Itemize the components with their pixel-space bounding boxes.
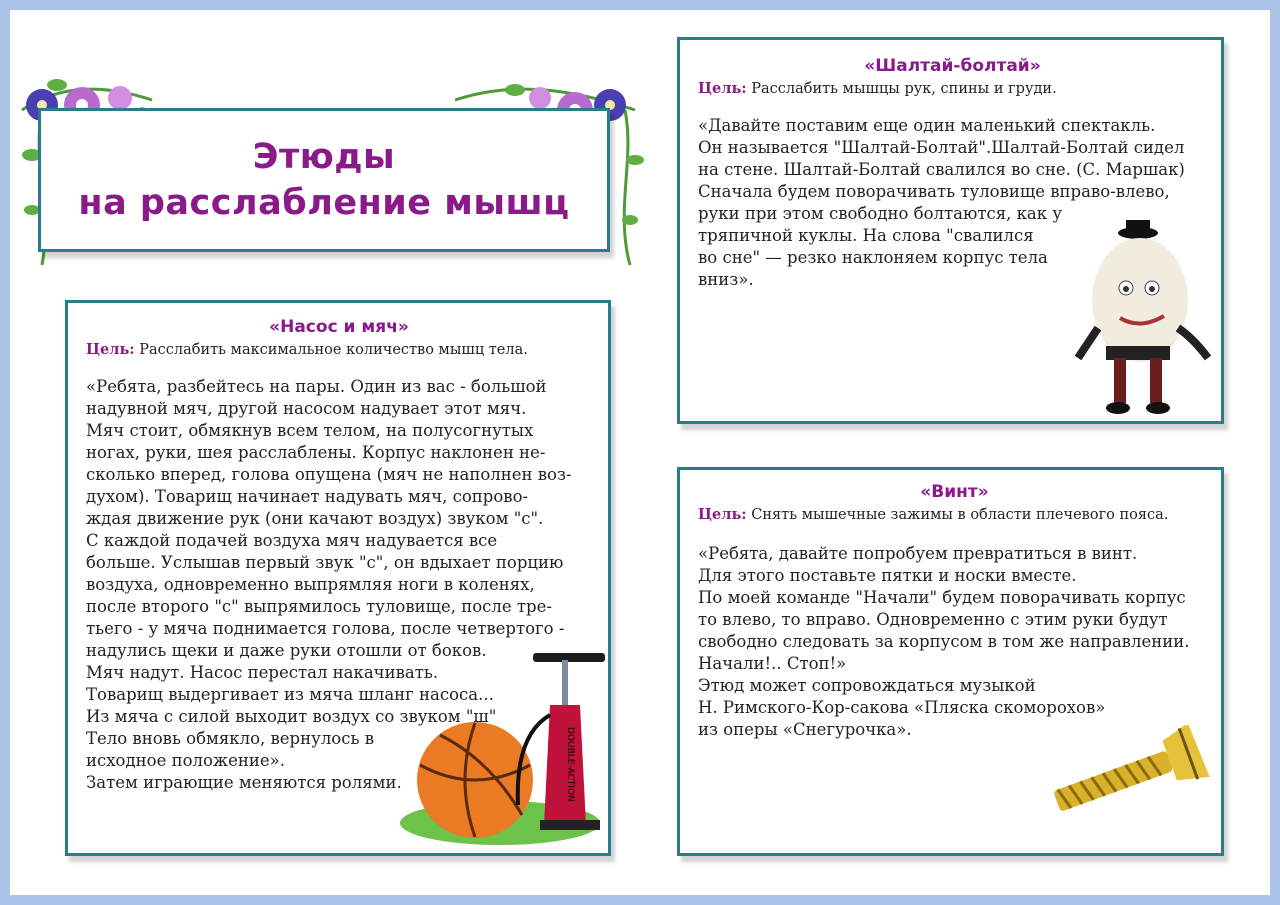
goal-label: Цель: (698, 80, 747, 97)
text-line: на стене. Шалтай-Болтай свалился во сне. (С. Маршак) (698, 160, 1185, 179)
text-line: ждая движение рук (они качают воздух) звуком "с". (86, 509, 544, 528)
goal-text: Расслабить максимальное количество мышц тела. (139, 342, 528, 358)
text-line: надулись щеки и даже руки отошли от боков. (86, 641, 487, 660)
text-line: сколько вперед, голова опущена (мяч не наполнен воз- (86, 465, 572, 484)
text-line: Товарищ выдергивает из мяча шланг насоса... (86, 685, 494, 704)
page-title-line1: Этюды (252, 137, 396, 177)
card-vint-title: «Винт» (920, 482, 989, 502)
card-vint-text (698, 543, 1211, 741)
text-line: ногах, руки, шея расслаблены. Корпус наклонен не- (86, 443, 546, 462)
text-line: тьего - у мяча поднимается голова, после четвертого - (86, 619, 565, 638)
text-line: духом). Товарищ начинает надувать мяч, сопрово- (86, 487, 529, 506)
text-line: С каждой подачей воздуха мяч надувается все (86, 531, 498, 550)
text-line: после второго "с" выпрямилось туловище, после тре- (86, 597, 552, 616)
card-nasos-goal (86, 341, 592, 358)
pump-label: DOUBLE-ACTION (565, 727, 575, 802)
card-shaltai-title: «Шалтай-болтай» (864, 56, 1041, 76)
goal-label: Цель: (698, 506, 747, 523)
text-line: Тело вновь обмякло, вернулось в (86, 729, 374, 748)
text-line: больше. Услышав первый звук "с", он вдыхает порцию (86, 553, 564, 572)
card-shaltai-goal (698, 80, 1207, 97)
text-line: Сначала будем поворачивать туловище вправо-влево, (698, 182, 1170, 201)
text-line: исходное положение». (86, 751, 285, 770)
text-line: Мяч стоит, обмякнув всем телом, на полусогнутых (86, 421, 534, 440)
text-line: тряпичной куклы. На слова "свалился (698, 226, 1034, 245)
card-nasos-title: «Насос и мяч» (269, 317, 409, 337)
title-box (38, 108, 610, 252)
text-line: «Ребята, разбейтесь на пары. Один из вас - большой (86, 377, 547, 396)
text-line: Н. Римского-Кор-сакова «Пляска скоморохов» (698, 698, 1106, 717)
humpty-dumpty-illustration (1068, 218, 1218, 418)
text-line: надувной мяч, другой насосом надувает этот мяч. (86, 399, 527, 418)
goal-label: Цель: (86, 341, 135, 358)
text-line: во сне" — резко наклоняем корпус тела (698, 248, 1048, 267)
text-line: «Давайте поставим еще один маленький спектакль. (698, 116, 1156, 135)
text-line: Начали!.. Стоп!» (698, 654, 847, 673)
text-line: Он называется "Шалтай-Болтай".Шалтай-Болтай сидел (698, 138, 1185, 157)
text-line: Этюд может сопровождаться музыкой (698, 676, 1036, 695)
text-line: Мяч надут. Насос перестал накачивать. (86, 663, 439, 682)
text-line: воздуха, одновременно выпрямляя ноги в коленях, (86, 575, 535, 594)
text-line: По моей команде "Начали" будем поворачивать корпус (698, 588, 1186, 607)
text-line: из оперы «Снегурочка». (698, 720, 912, 739)
page-title-line2: на расслабление мышц (78, 183, 570, 223)
text-line: Затем играющие меняются ролями. (86, 773, 402, 792)
screw-illustration (1042, 725, 1212, 825)
text-line: руки при этом свободно болтаются, как у (698, 204, 1063, 223)
text-line: Для этого поставьте пятки и носки вместе. (698, 566, 1077, 585)
ball-and-pump-illustration (400, 645, 610, 855)
text-line: свободно следовать за корпусом в том же направлении. (698, 632, 1190, 651)
goal-text: Расслабить мышцы рук, спины и груди. (751, 81, 1057, 97)
goal-text: Снять мышечные зажимы в области плечевого пояса. (751, 507, 1169, 523)
text-line: Из мяча с силой выходит воздух со звуком "ш" (86, 707, 497, 726)
text-line: вниз». (698, 270, 754, 289)
text-line: «Ребята, давайте попробуем превратиться в винт. (698, 544, 1138, 563)
text-line: то влево, то вправо. Одновременно с этим руки будут (698, 610, 1168, 629)
card-vint-goal (698, 506, 1211, 523)
